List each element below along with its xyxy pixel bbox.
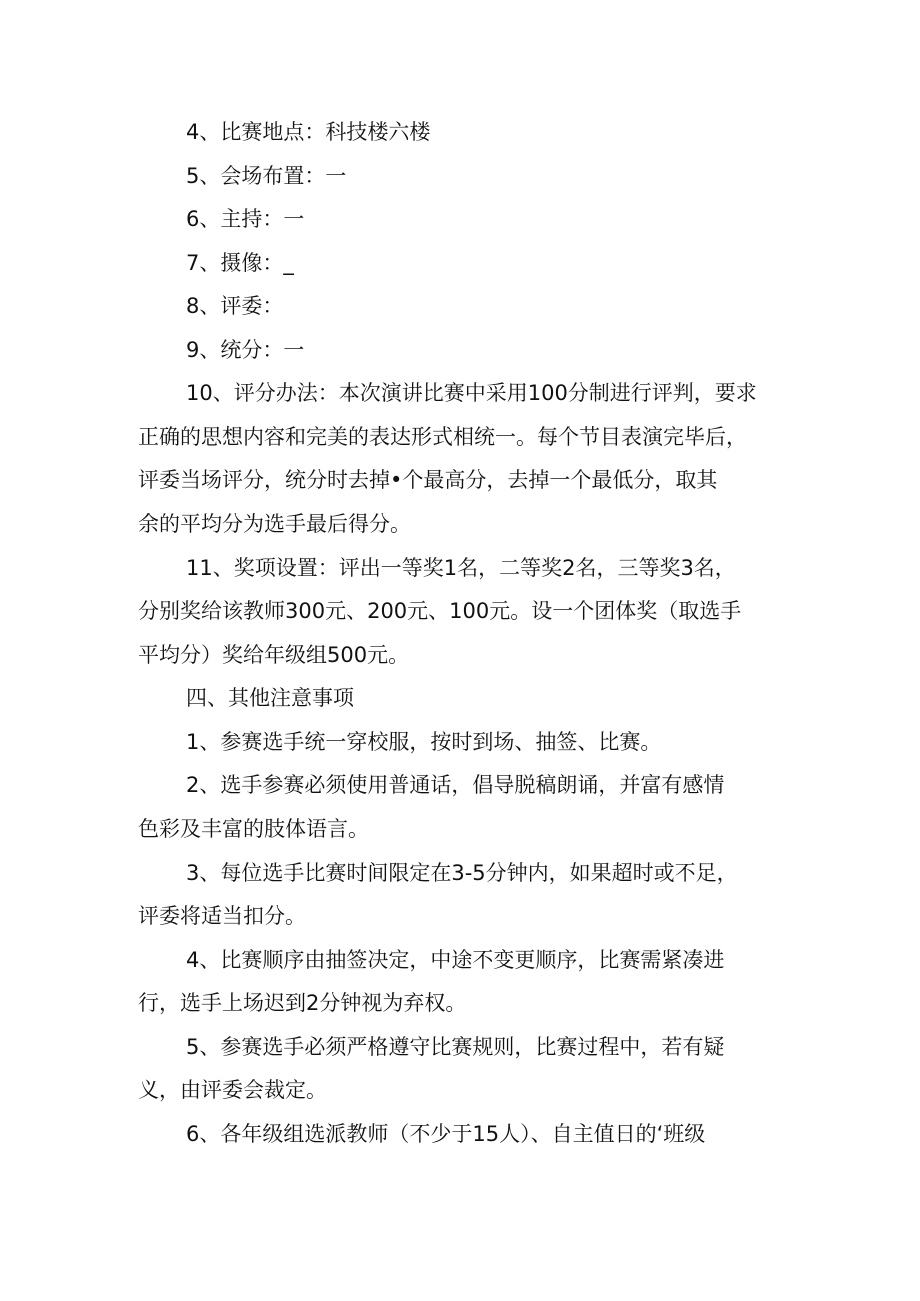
note-5-line-1: 5、参赛选手必须严格遵守比赛规则，比赛过程中，若有疑: [186, 1035, 725, 1059]
note-3-line-2: 评委将适当扣分。: [138, 904, 306, 928]
awards-line-2: 分别奖给该教师300元、200元、100元。设一个团体奖（取选手: [138, 599, 742, 623]
note-2-line-2: 色彩及丰富的肢体语言。: [138, 817, 369, 841]
note-1: 1、参赛选手统一穿校服，按时到场、抽签、比赛。: [186, 730, 662, 754]
note-3-line-1: 3、每位选手比赛时间限定在3-5分钟内，如果超时或不足，: [186, 861, 738, 885]
item-judges: 8、评委：: [186, 294, 284, 318]
note-2-line-1: 2、选手参赛必须使用普通话，倡导脱稿朗诵，并富有感情: [186, 773, 725, 797]
item-layout: 5、会场布置：一: [186, 164, 347, 188]
scoring-line-2: 正确的思想内容和完美的表达形式相统一。每个节目表演完毕后，: [138, 425, 747, 449]
scoring-line-3: 评委当场评分，统分时去掉•个最高分，去掉一个最低分，取其: [138, 468, 718, 492]
item-host: 6、主持：一: [186, 207, 305, 231]
item-scorer: 9、统分：一: [186, 338, 305, 362]
note-4-line-1: 4、比赛顺序由抽签决定，中途不变更顺序，比赛需紧凑进: [186, 948, 725, 972]
item-camera: 7、摄像：_: [186, 251, 294, 275]
note-5-line-2: 义，由评委会裁定。: [138, 1078, 327, 1102]
item-venue: 4、比赛地点：科技楼六楼: [186, 120, 431, 144]
awards-line-1: 11、奖项设置：评出一等奖1名，二等奖2名，三等奖3名，: [186, 556, 736, 580]
section-heading: 四、其他注意事项: [186, 686, 354, 710]
scoring-line-1: 10、评分办法：本次演讲比赛中采用100分制进行评判，要求: [186, 381, 757, 405]
note-6-line-1: 6、各年级组选派教师（不少于15人）、自主值日的‘班级: [186, 1122, 706, 1146]
note-4-line-2: 行，选手上场迟到2分钟视为弃权。: [138, 991, 467, 1015]
scoring-line-4: 余的平均分为选手最后得分。: [138, 512, 411, 536]
awards-line-3: 平均分）奖给年级组500元。: [138, 643, 410, 667]
